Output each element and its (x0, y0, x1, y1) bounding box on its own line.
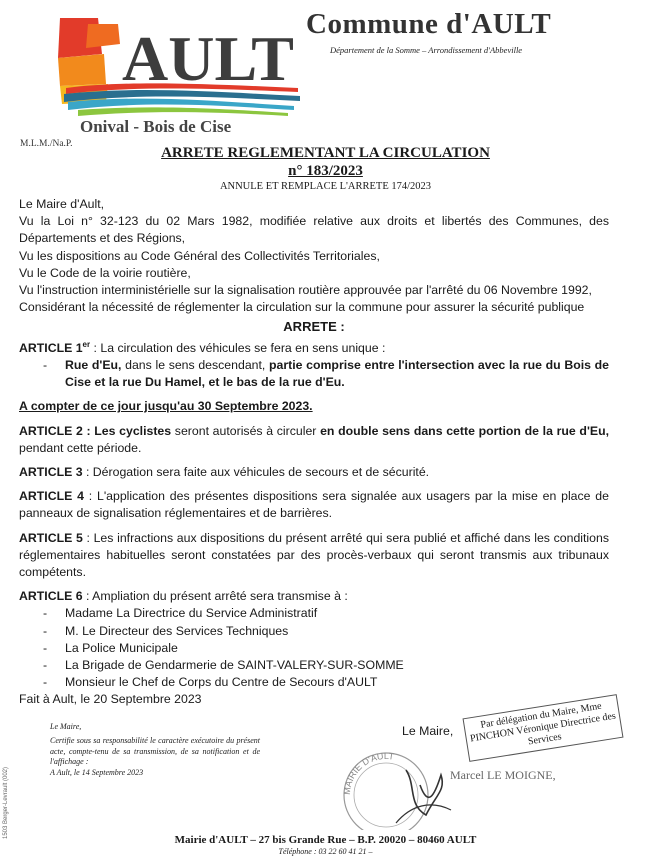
le-maire-label: Le Maire, (402, 724, 454, 738)
document-body (19, 196, 609, 709)
vu-cgct: Vu les dispositions au Code Général des Collectivités Territoriales, (19, 248, 380, 263)
maire-name: Marcel LE MOIGNE, (450, 768, 556, 782)
vu-instruction: Vu l'instruction interministérielle sur la signalisation routière approuvée par l'arrêté du 06 Novembre 1992, (19, 283, 592, 298)
certification-title: Le Maire, (50, 722, 82, 731)
article-6: ARTICLE 6 : Ampliation du présent arrêté sera transmise à : (19, 589, 348, 604)
article-1-item: - Rue d'Eu, dans le sens descendant, partie comprise entre l'intersection avec la rue du Bois de Cise et la rue Du Hamel, et le bas de la rue d'Eu. (19, 357, 609, 391)
logo-text: AULT (122, 23, 294, 94)
certification-date: A Ault, le 14 Septembre 2023 (50, 767, 144, 777)
article-1-label: ARTICLE 1er (19, 339, 91, 355)
ault-logo-graphic (58, 14, 304, 138)
footer-telephone: Téléphone : 03 22 60 41 21 – (278, 847, 373, 856)
arrete-title: ARRETE REGLEMENTANT LA CIRCULATION (161, 145, 490, 161)
vu-code-voirie: Vu le Code de la voirie routière, (19, 265, 191, 280)
commune-title: Commune d'AULT (306, 8, 552, 40)
article-4: ARTICLE 4 : L'application des présentes dispositions sera signalée aux usagers par la mise en place de panneaux de signalisation réglementaires et de barrières. (19, 489, 609, 521)
certification-block (50, 722, 260, 778)
delegation-stamp: Par délégation du Maire, Mme PINCHON Véronique Directrice des Services (463, 694, 624, 762)
side-print-code: 1503 Berger-Levrault (002) (3, 766, 10, 840)
article-1: ARTICLE 1er : La circulation des véhicules se fera en sens unique : (19, 339, 386, 355)
article-2: ARTICLE 2 : Les cyclistes seront autorisés à circuler en double sens dans cette portion de la rue d'Eu, pendant cette période. (19, 423, 609, 455)
article-3: ARTICLE 3 : Dérogation sera faite aux véhicules de secours et de sécurité. (19, 464, 430, 479)
recipient-item: - Madame La Directrice du Service Administratif (19, 605, 609, 622)
maire-line: Le Maire d'Ault, (19, 197, 105, 211)
vu-loi: Vu la Loi n° 32-123 du 02 Mars 1982, modifiée relative aux droits et libertés des Communes, des Départements et des Régions, (19, 214, 609, 246)
svg-text:MAIRIE D'AULT (342, 751, 395, 795)
recipient-item: - Monsieur le Chef de Corps du Centre de Secours d'AULT (19, 674, 609, 691)
annule-remplace: ANNULE ET REMPLACE L'ARRETE 174/2023 (219, 181, 432, 192)
arrete-number: n° 183/2023 (288, 163, 363, 179)
considerant: Considérant la nécessité de réglementer la circulation sur la commune pour assurer la sécurité publique (19, 300, 585, 315)
recipient-item: - La Police Municipale (19, 640, 609, 657)
department-line: Département de la Somme – Arrondissement d'Abbeville (330, 45, 523, 55)
certification-text: Certifie sous sa responsabilité le caractère exécutoire du présent acte, compte-tenu de sa transmission, de sa notification et de l'affichage : (50, 736, 260, 767)
arrete-heading: ARRETE : (283, 319, 345, 335)
fait-a: Fait à Ault, le 20 Septembre 2023 (19, 692, 202, 707)
seal-text: MAIRIE D'AULT (341, 750, 395, 796)
recipient-item: - M. Le Directeur des Services Techniques (19, 623, 609, 640)
logo-subtitle: Onival - Bois de Cise (80, 117, 232, 136)
recipient-item: - La Brigade de Gendarmerie de SAINT-VALERY-SUR-SOMME (19, 657, 609, 674)
reference: M.L.M./Na.P. (20, 139, 73, 149)
ault-logo (58, 14, 304, 138)
article-5: ARTICLE 5 : Les infractions aux dispositions du présent arrêté qui sera publié et affiché dans les conditions réglementaires habituelles seront constatées par des procès-verbaux qui seront transmis aux tribunaux compétents. (19, 530, 609, 579)
footer-address: Mairie d'AULT – 27 bis Grande Rue – B.P. 20020 – 80460 AULT (174, 834, 477, 846)
period: A compter de ce jour jusqu'au 30 Septembre 2023. (19, 399, 313, 414)
